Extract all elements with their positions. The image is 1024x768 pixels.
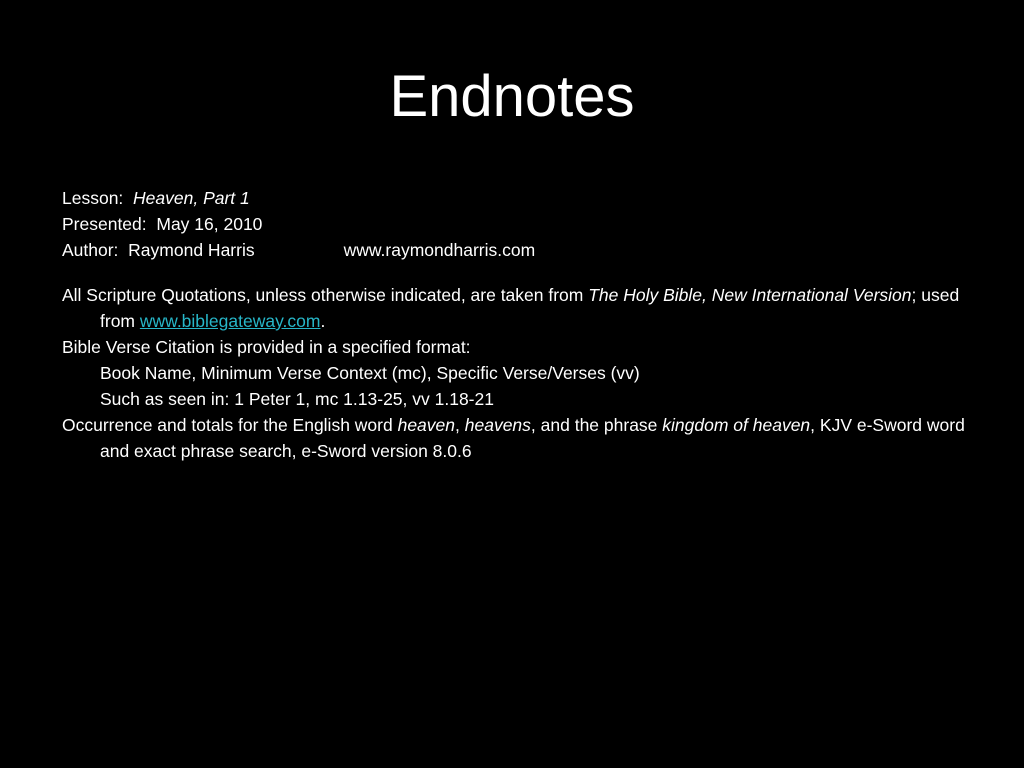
biblegateway-link[interactable]: www.biblegateway.com — [139, 311, 321, 331]
citation-example-line: Such as seen in: 1 Peter 1, mc 1.13-25, vv 1.18-21 — [100, 389, 494, 409]
presented-value: May 16, 2010 — [156, 214, 263, 234]
occurrence-text-middle: , and the phrase — [530, 415, 663, 435]
author-website: www.raymondharris.com — [343, 240, 536, 260]
occurrence-word-heaven: heaven — [397, 415, 456, 435]
scripture-text-before: All Scripture Quotations, unless otherwise indicated, are taken from — [62, 285, 589, 305]
lesson-label: Lesson: — [62, 188, 124, 208]
lesson-line — [62, 185, 972, 211]
citation-intro: Bible Verse Citation is provided in a specified format: — [62, 337, 471, 357]
presented-label: Presented: — [62, 214, 147, 234]
scripture-text-middle: ; used from — [100, 285, 960, 331]
occurrence-sep: , — [455, 415, 465, 435]
scripture-note — [62, 282, 972, 334]
occurrence-word-heavens: heavens — [464, 415, 531, 435]
occurrence-text-after: , KJV e-Sword word and exact phrase search, e-Sword version 8.0.6 — [100, 415, 965, 461]
slide-title: Endnotes — [389, 64, 635, 129]
endnotes-body — [62, 185, 972, 464]
scripture-bible-title: The Holy Bible, New International Version — [588, 285, 912, 305]
occurrence-phrase: kingdom of heaven — [662, 415, 811, 435]
author-label: Author: — [62, 240, 119, 260]
author-value: Raymond Harris — [128, 240, 255, 260]
scripture-text-after: . — [320, 311, 326, 331]
citation-format-line: Book Name, Minimum Verse Context (mc), Specific Verse/Verses (vv) — [100, 363, 640, 383]
author-line — [62, 237, 972, 263]
occurrence-note — [62, 412, 972, 464]
presented-line — [62, 211, 972, 237]
occurrence-text-before: Occurrence and totals for the English word — [62, 415, 398, 435]
lesson-value: Heaven, Part 1 — [133, 188, 250, 208]
